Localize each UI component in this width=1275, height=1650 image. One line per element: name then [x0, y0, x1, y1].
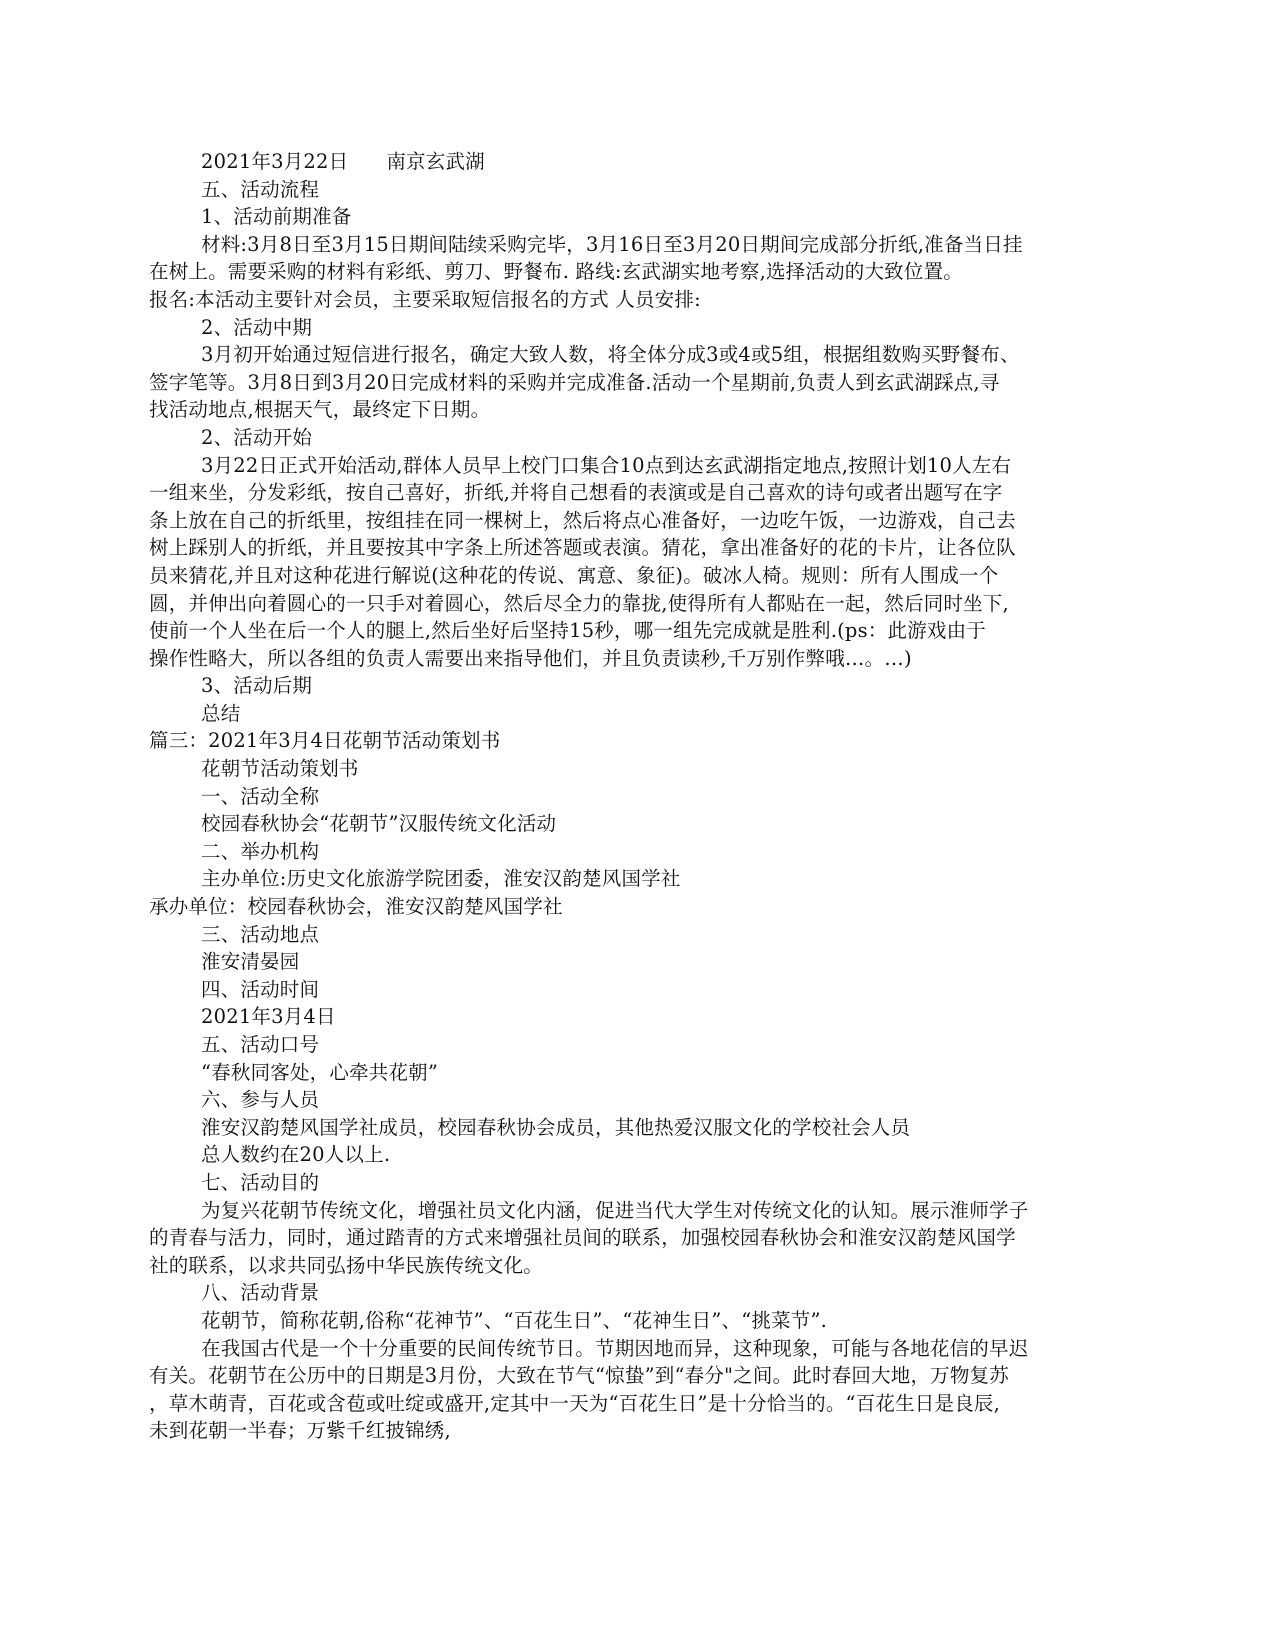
paragraph-line: 总人数约在20人以上. [201, 1143, 391, 1167]
section-heading: 一、活动全称 [201, 784, 320, 808]
section-heading: 三、活动地点 [201, 922, 320, 946]
paragraph-line: 社的联系，以求共同弘扬中华民族传统文化。 [149, 1253, 544, 1277]
paragraph-line: 校园春秋协会“花朝节”汉服传统文化活动 [201, 812, 557, 836]
paragraph-line: 报名:本活动主要针对会员，主要采取短信报名的方式 人员安排: [149, 287, 701, 311]
paragraph-line: 未到花朝一半春；万紫千红披锦绣, [149, 1419, 451, 1443]
paragraph-line: 使前一个人坐在后一个人的腿上,然后坐好后坚持15秒，哪一组先完成就是胜利.(ps：此游戏由于 [149, 619, 987, 643]
paragraph-line: 一组来坐，分发彩纸，按自己喜好，折纸,并将自己想看的表演或是自己喜欢的诗句或者出题写在字 [149, 481, 1003, 505]
paragraph-line: 员来猜花,并且对这种花进行解说(这种花的传说、寓意、象征)。破冰人椅。规则：所有人围成一个 [149, 563, 999, 587]
paragraph-line: 签字笔等。3月8日到3月20日完成材料的采购并完成准备.活动一个星期前,负责人到玄武湖踩点,寻 [149, 370, 1000, 394]
paragraph-line: 花朝节，简称花朝,俗称“花神节”、“百花生日”、“花神生日”、“挑菜节”. [201, 1308, 828, 1332]
subsection-heading: 1、活动前期准备 [201, 205, 352, 229]
paragraph-line: 的青春与活力，同时，通过踏青的方式来增强社员间的联系，加强校园春秋协会和淮安汉韵楚风国学 [149, 1226, 1016, 1250]
paragraph-line: 材料:3月8日至3月15日期间陆续采购完毕，3月16日至3月20日期间完成部分折纸,准备当日挂 [201, 232, 1023, 256]
section-heading: 五、活动流程 [201, 177, 320, 201]
paragraph-line: 3月初开始通过短信进行报名，确定大致人数，将全体分成3或4或5组，根据组数购买野餐布、 [201, 343, 1020, 367]
paragraph-line: 主办单位:历史文化旅游学院团委，淮安汉韵楚风国学社 [201, 867, 681, 891]
section-heading: 二、举办机构 [201, 839, 320, 863]
paragraph-line: 有关。花朝节在公历中的日期是3月份，大致在节气“惊蛰”到“春分"之间。此时春回大地，万物复苏 [149, 1364, 1009, 1388]
paragraph-line: “春秋同客处，心牵共花朝” [201, 1060, 439, 1084]
paragraph-line: 2021年3月4日 [201, 1005, 336, 1029]
subsection-heading: 2、活动中期 [201, 315, 313, 339]
section-heading: 四、活动时间 [201, 977, 320, 1001]
section-heading: 六、参与人员 [201, 1088, 320, 1112]
paragraph-line: 在我国古代是一个十分重要的民间传统节日。节期因地而异，这种现象，可能与各地花信的早迟 [201, 1336, 1029, 1360]
section-heading: 五、活动口号 [201, 1033, 320, 1056]
paragraph-line: 找活动地点,根据天气，最终定下日期。 [149, 398, 491, 422]
date-location-line [149, 148, 1121, 176]
paragraph-line: 为复兴花朝节传统文化，增强社员文化内涵，促进当代大学生对传统文化的认知。展示淮师学子 [201, 1198, 1029, 1222]
paragraph-line: 在树上。需要采购的材料有彩纸、剪刀、野餐布. 路线:玄武湖实地考察,选择活动的大致位置。 [149, 260, 963, 284]
chapter-title: 篇三：2021年3月4日花朝节活动策划书 [149, 729, 501, 753]
paragraph-line: 承办单位：校园春秋协会，淮安汉韵楚风国学社 [149, 895, 563, 919]
paragraph-line: 淮安汉韵楚风国学社成员，校园春秋协会成员，其他热爱汉服文化的学校社会人员 [201, 1115, 911, 1139]
paragraph-line: 树上踩别人的折纸，并且要按其中字条上所述答题或表演。猜花，拿出准备好的花的卡片，让各位队 [149, 536, 1016, 560]
paragraph-line: 淮安清晏园 [201, 950, 300, 974]
event-date: 2021年3月22日 [201, 150, 349, 173]
section-heading: 八、活动背景 [201, 1281, 320, 1305]
paragraph-line: 总结 [201, 701, 241, 725]
paragraph-line: 圆，并伸出向着圆心的一只手对着圆心，然后尽全力的靠拢,使得所有人都贴在一起，然后同时坐下, [149, 591, 1009, 615]
paragraph-line: 3月22日正式开始活动,群体人员早上校门口集合10点到达玄武湖指定地点,按照计划10人左右 [201, 453, 1012, 477]
document-body [149, 148, 1121, 1445]
paragraph-line: ，草木萌青，百花或含苞或吐绽或盛开,定其中一天为“百花生日”是十分恰当的。“百花生日是良辰, [149, 1391, 1001, 1415]
subsection-heading: 2、活动开始 [201, 425, 313, 449]
document-title: 花朝节活动策划书 [201, 757, 359, 781]
paragraph-line: 操作性略大，所以各组的负责人需要出来指导他们，并且负责读秒,千万别作弊哦…。…) [149, 646, 912, 670]
event-location: 南京玄武湖 [386, 150, 485, 173]
paragraph-line: 条上放在自己的折纸里，按组挂在同一棵树上，然后将点心准备好，一边吃午饭，一边游戏，自己去 [149, 508, 1016, 532]
section-heading: 七、活动目的 [201, 1170, 320, 1194]
subsection-heading: 3、活动后期 [201, 674, 313, 698]
